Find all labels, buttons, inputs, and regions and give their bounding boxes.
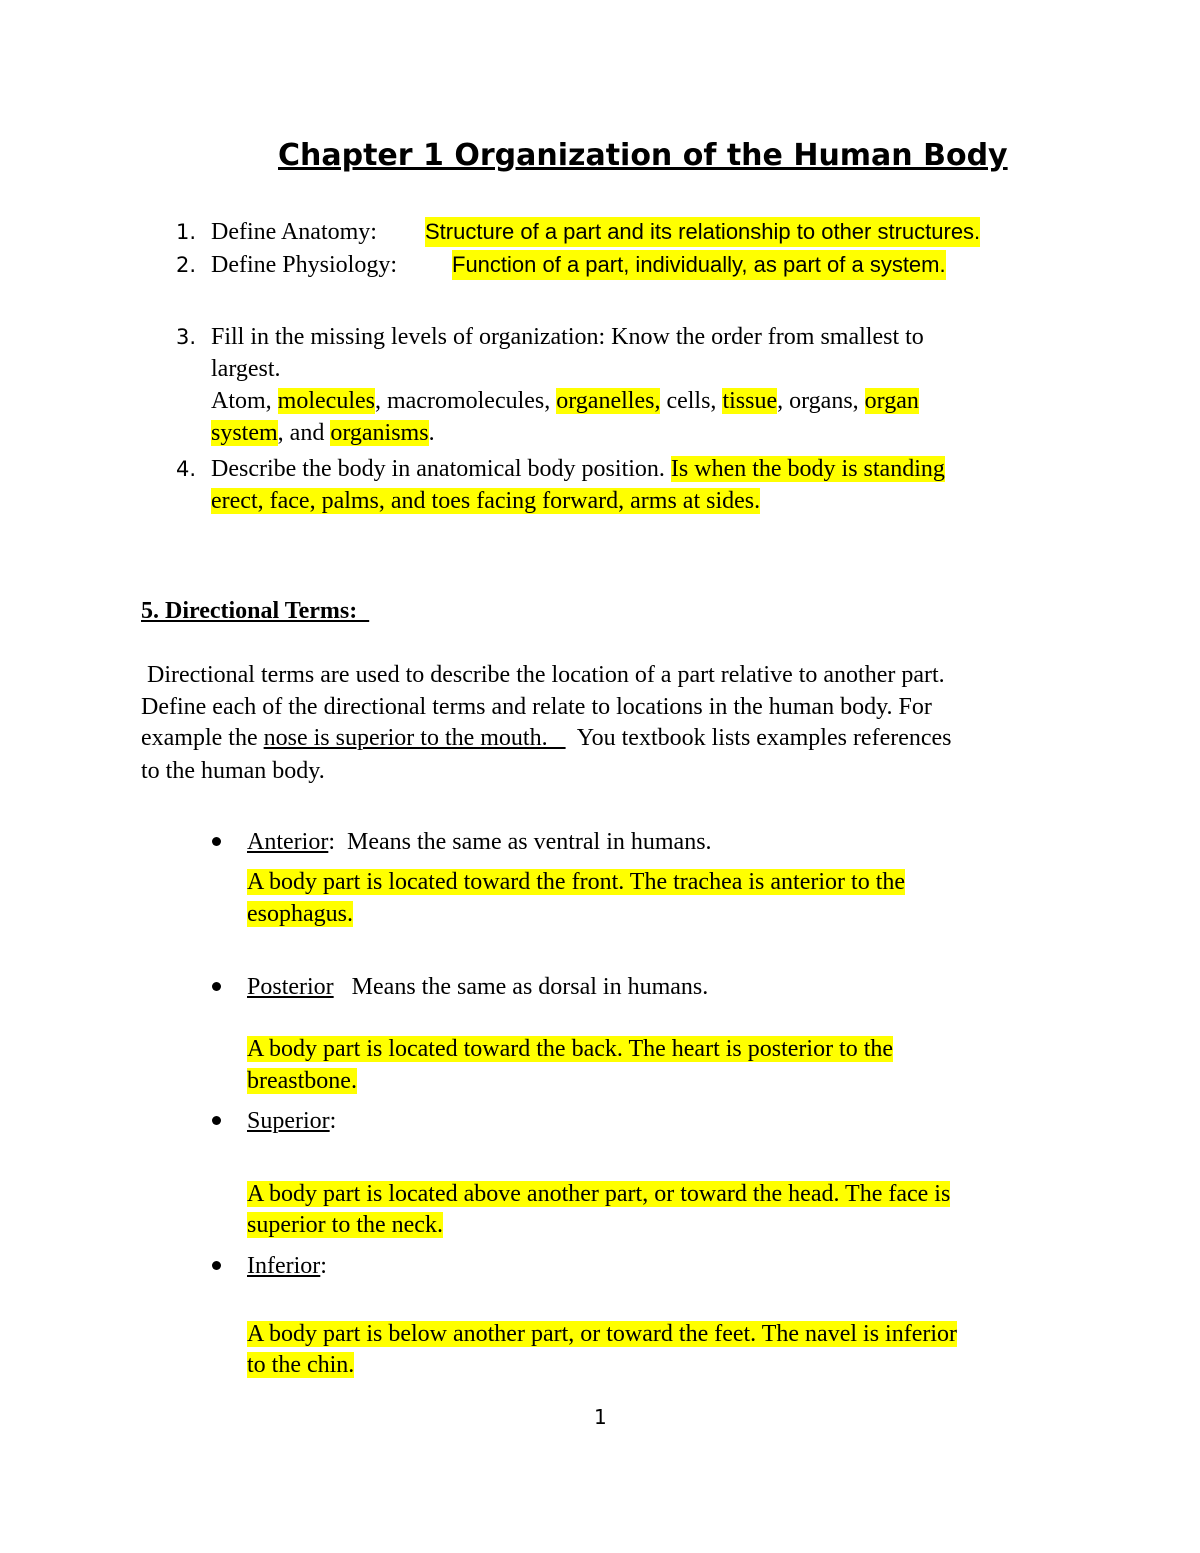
q3-text-line2: largest.	[211, 356, 281, 382]
term-posterior: Posterior Means the same as dorsal in humans.	[247, 974, 709, 1000]
term-inferior: Inferior:	[247, 1253, 327, 1279]
q3-text-line1: Fill in the missing levels of organization: Know the order from smallest to	[211, 324, 924, 350]
page-title: Chapter 1 Organization of the Human Body	[278, 138, 1008, 173]
term-anterior: Anterior: Means the same as ventral in humans.	[247, 829, 712, 855]
posterior-answer-line1: A body part is located toward the back. The heart is posterior to the	[247, 1036, 894, 1062]
level-answer-organ: organ	[864, 388, 919, 414]
intro-line4: to the human body.	[141, 758, 325, 784]
level-answer-molecules: molecules	[277, 388, 375, 414]
q4-line2	[211, 486, 760, 516]
level-answer-organelles: organelles,	[556, 388, 661, 414]
q1-answer: Structure of a part and its relationship to other structures.	[425, 217, 980, 247]
bullet-icon	[212, 837, 221, 846]
item-number-3: 3.	[176, 325, 197, 349]
intro-line2: Define each of the directional terms and relate to locations in the human body. For	[141, 694, 932, 720]
levels-line1: Atom, molecules, macromolecules, organelles, cells, tissue, organs, organ	[211, 388, 919, 414]
inferior-answer-line1: A body part is below another part, or toward the feet. The navel is inferior	[247, 1321, 958, 1347]
item-number-2: 2.	[176, 253, 197, 277]
q4-line1: Describe the body in anatomical body position. Is when the body is standing	[211, 456, 945, 482]
levels-line2: system, and organisms.	[211, 420, 435, 446]
q1-label: Define Anatomy:	[211, 219, 377, 245]
bullet-icon	[212, 982, 221, 991]
anterior-answer-line1: A body part is located toward the front. The trachea is anterior to the	[247, 869, 906, 895]
superior-answer-line2: superior to the neck.	[247, 1212, 443, 1238]
item-number-1: 1.	[176, 220, 197, 244]
inferior-answer-line2: to the chin.	[247, 1352, 355, 1378]
anterior-answer-line2: esophagus.	[247, 901, 353, 927]
example-underlined: nose is superior to the mouth.	[263, 725, 566, 751]
q2-label: Define Physiology:	[211, 252, 397, 278]
q4-answer-cont: erect, face, palms, and toes facing forward, arms at sides.	[211, 488, 761, 514]
level-answer-tissue: tissue	[722, 388, 778, 414]
bullet-icon	[212, 1261, 221, 1270]
item-number-4: 4.	[176, 457, 197, 481]
superior-answer-line1: A body part is located above another part, or toward the head. The face is	[247, 1181, 951, 1207]
page-number: 1	[594, 1405, 607, 1429]
q4-answer: Is when the body is standing	[670, 456, 945, 482]
level-answer-system: system	[211, 420, 278, 446]
q2-answer: Function of a part, individually, as part of a system.	[452, 250, 946, 280]
bullet-icon	[212, 1116, 221, 1125]
section-heading: 5. Directional Terms:	[141, 598, 370, 624]
posterior-answer-line2: breastbone.	[247, 1068, 357, 1094]
intro-line3: example the nose is superior to the mouth. You textbook lists examples references	[141, 725, 952, 751]
level-answer-organisms: organisms	[330, 420, 429, 446]
intro-line1: Directional terms are used to describe the location of a part relative to another part.	[141, 662, 945, 688]
term-superior: Superior:	[247, 1108, 337, 1134]
